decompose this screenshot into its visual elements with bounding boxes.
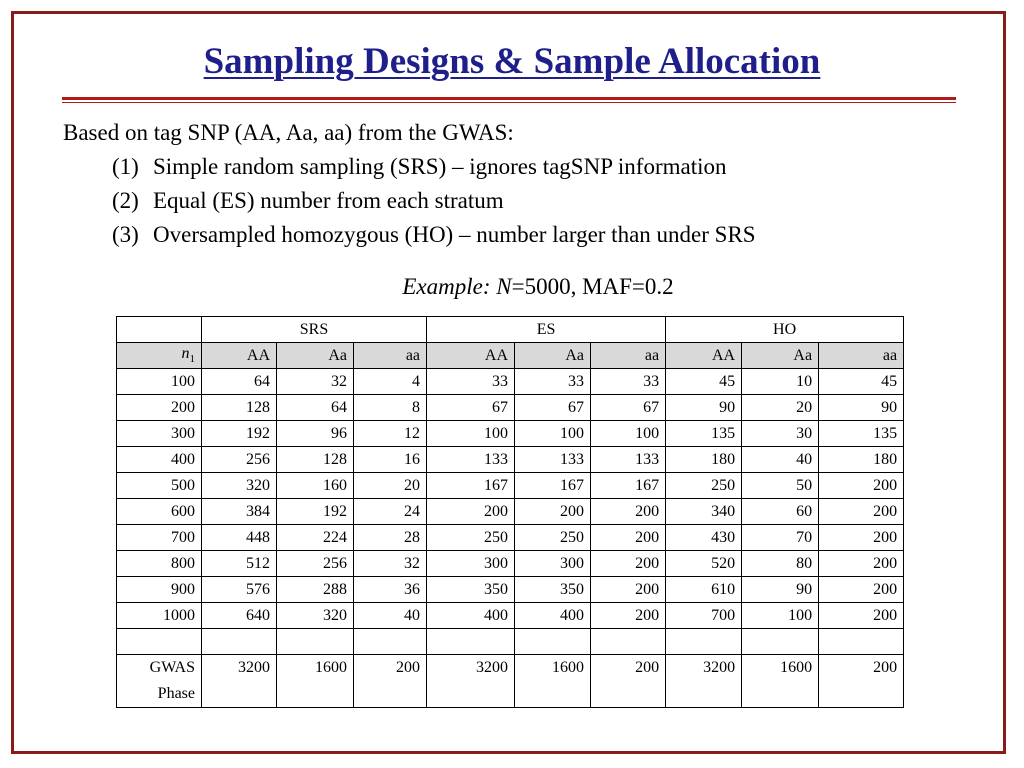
table-cell: 200 [515,499,591,525]
table-cell: 200 [819,603,904,629]
group-header-srs: SRS [202,317,427,343]
table-cell: 384 [202,499,277,525]
table-cell: 8 [354,395,427,421]
table-cell: 160 [277,473,354,499]
table-cell: 133 [427,447,515,473]
table-row [117,447,904,473]
table-row [117,603,904,629]
table-cell: 67 [427,395,515,421]
design-list [112,154,756,256]
table-cell: 256 [202,447,277,473]
corner-cell [117,317,202,343]
table-cell: 320 [277,603,354,629]
table-cell: 96 [277,421,354,447]
table-cell: 200 [591,551,666,577]
group-header-ho: HO [666,317,904,343]
subheader-cell: aa [819,343,904,369]
table-cell: 400 [427,603,515,629]
subheader-cell: Aa [742,343,819,369]
table-cell: 200 [819,577,904,603]
table-cell: 256 [277,551,354,577]
empty-cell [819,629,904,655]
table-cell: 64 [202,369,277,395]
table-cell: 133 [515,447,591,473]
table-cell: 250 [666,473,742,499]
list-item [112,222,756,256]
table-cell: 576 [202,577,277,603]
gwas-cell: 1600 [515,655,591,708]
group-header-es: ES [427,317,666,343]
table-cell: 90 [742,577,819,603]
list-number: (2) [112,188,139,213]
gwas-cell: 3200 [666,655,742,708]
subheader-cell: Aa [277,343,354,369]
table-cell: 45 [666,369,742,395]
list-text: Equal (ES) number from each stratum [153,188,504,213]
group-header-row [117,317,904,343]
table-cell: 100 [742,603,819,629]
subheader-cell: aa [354,343,427,369]
table-cell: 250 [427,525,515,551]
table-cell: 350 [515,577,591,603]
n1-cell: 800 [117,551,202,577]
n1-cell: 500 [117,473,202,499]
table-cell: 32 [277,369,354,395]
table-cell: 135 [666,421,742,447]
table-cell: 135 [819,421,904,447]
table-cell: 180 [666,447,742,473]
list-text: Simple random sampling (SRS) – ignores tagSNP information [153,154,727,179]
table-cell: 33 [515,369,591,395]
empty-cell [202,629,277,655]
table-cell: 10 [742,369,819,395]
table-cell: 80 [742,551,819,577]
table-cell: 430 [666,525,742,551]
table-cell: 28 [354,525,427,551]
list-text: Oversampled homozygous (HO) – number larger than under SRS [153,222,756,247]
subheader-cell: aa [591,343,666,369]
table-cell: 448 [202,525,277,551]
table-cell: 400 [515,603,591,629]
n1-cell: 700 [117,525,202,551]
table-cell: 40 [742,447,819,473]
n1-cell: 900 [117,577,202,603]
table-cell: 192 [277,499,354,525]
n1-cell: 600 [117,499,202,525]
table-cell: 50 [742,473,819,499]
empty-cell [427,629,515,655]
table-cell: 640 [202,603,277,629]
table-cell: 512 [202,551,277,577]
table-cell: 200 [819,499,904,525]
table-cell: 36 [354,577,427,603]
table-cell: 340 [666,499,742,525]
table-cell: 24 [354,499,427,525]
table-cell: 133 [591,447,666,473]
table-cell: 200 [591,577,666,603]
table-cell: 33 [427,369,515,395]
gwas-label-line2: Phase [157,685,195,702]
table-cell: 200 [591,603,666,629]
table-cell: 200 [819,525,904,551]
table-cell: 16 [354,447,427,473]
table-cell: 30 [742,421,819,447]
empty-cell [742,629,819,655]
title-rule [62,97,956,100]
table-cell: 288 [277,577,354,603]
gwas-cell: 200 [354,655,427,708]
table-cell: 128 [202,395,277,421]
gwas-cell: 200 [591,655,666,708]
table-row [117,551,904,577]
subheader-cell: AA [666,343,742,369]
gwas-cell: 3200 [202,655,277,708]
gwas-row [117,655,904,708]
table-cell: 192 [202,421,277,447]
table-cell: 100 [427,421,515,447]
table-cell: 520 [666,551,742,577]
n1-cell: 200 [117,395,202,421]
title-rule-thin [62,102,956,103]
table-cell: 64 [277,395,354,421]
list-number: (3) [112,222,139,247]
table-cell: 167 [591,473,666,499]
table-cell: 12 [354,421,427,447]
empty-cell [117,629,202,655]
table-cell: 700 [666,603,742,629]
table-row [117,525,904,551]
table-cell: 610 [666,577,742,603]
gwas-label-cell [117,655,202,708]
empty-cell [591,629,666,655]
intro-text: Based on tag SNP (AA, Aa, aa) from the GWAS: [63,120,514,145]
n-subscript: 1 [189,353,195,366]
table-cell: 250 [515,525,591,551]
empty-cell [515,629,591,655]
table-cell: 32 [354,551,427,577]
n1-cell: 1000 [117,603,202,629]
table-cell: 200 [591,525,666,551]
table-cell: 200 [819,551,904,577]
gwas-cell: 1600 [742,655,819,708]
table-cell: 40 [354,603,427,629]
example-n: N [496,274,512,299]
table-cell: 70 [742,525,819,551]
table-cell: 167 [515,473,591,499]
table-body [117,369,904,708]
table-cell: 100 [591,421,666,447]
table-cell: 45 [819,369,904,395]
list-item [112,188,756,222]
empty-cell [354,629,427,655]
table-cell: 200 [591,499,666,525]
subheader-cell: AA [202,343,277,369]
n1-cell: 100 [117,369,202,395]
list-item [112,154,756,188]
allocation-table [116,316,904,708]
table-row [117,395,904,421]
table-cell: 300 [515,551,591,577]
example-params: =5000, MAF=0.2 [511,274,674,299]
list-number: (1) [112,154,139,179]
slide-title: Sampling Designs & Sample Allocation [203,41,821,82]
table-cell: 20 [742,395,819,421]
table-row [117,421,904,447]
example-caption [0,274,1024,300]
table-cell: 4 [354,369,427,395]
table-cell: 300 [427,551,515,577]
table-cell: 224 [277,525,354,551]
gwas-label-line1: GWAS [149,659,195,676]
n1-cell: 300 [117,421,202,447]
n-label: n [181,345,190,363]
table-cell: 90 [819,395,904,421]
table-row [117,369,904,395]
subheader-cell: Aa [515,343,591,369]
table-cell: 90 [666,395,742,421]
table-cell: 167 [427,473,515,499]
table-row [117,473,904,499]
table-cell: 180 [819,447,904,473]
gwas-cell: 1600 [277,655,354,708]
gwas-cell: 200 [819,655,904,708]
table-cell: 200 [427,499,515,525]
empty-cell [277,629,354,655]
subheader-cell: AA [427,343,515,369]
table-row [117,577,904,603]
n1-cell: 400 [117,447,202,473]
table-cell: 20 [354,473,427,499]
empty-row [117,629,904,655]
table-cell: 350 [427,577,515,603]
table-row [117,499,904,525]
gwas-cell: 3200 [427,655,515,708]
table-cell: 100 [515,421,591,447]
table-cell: 200 [819,473,904,499]
n1-header [117,343,202,369]
subheader-row [117,343,904,369]
table-cell: 33 [591,369,666,395]
table-cell: 128 [277,447,354,473]
table-cell: 320 [202,473,277,499]
table-cell: 67 [515,395,591,421]
empty-cell [666,629,742,655]
table-cell: 67 [591,395,666,421]
example-label: Example: [402,274,497,299]
table-cell: 60 [742,499,819,525]
